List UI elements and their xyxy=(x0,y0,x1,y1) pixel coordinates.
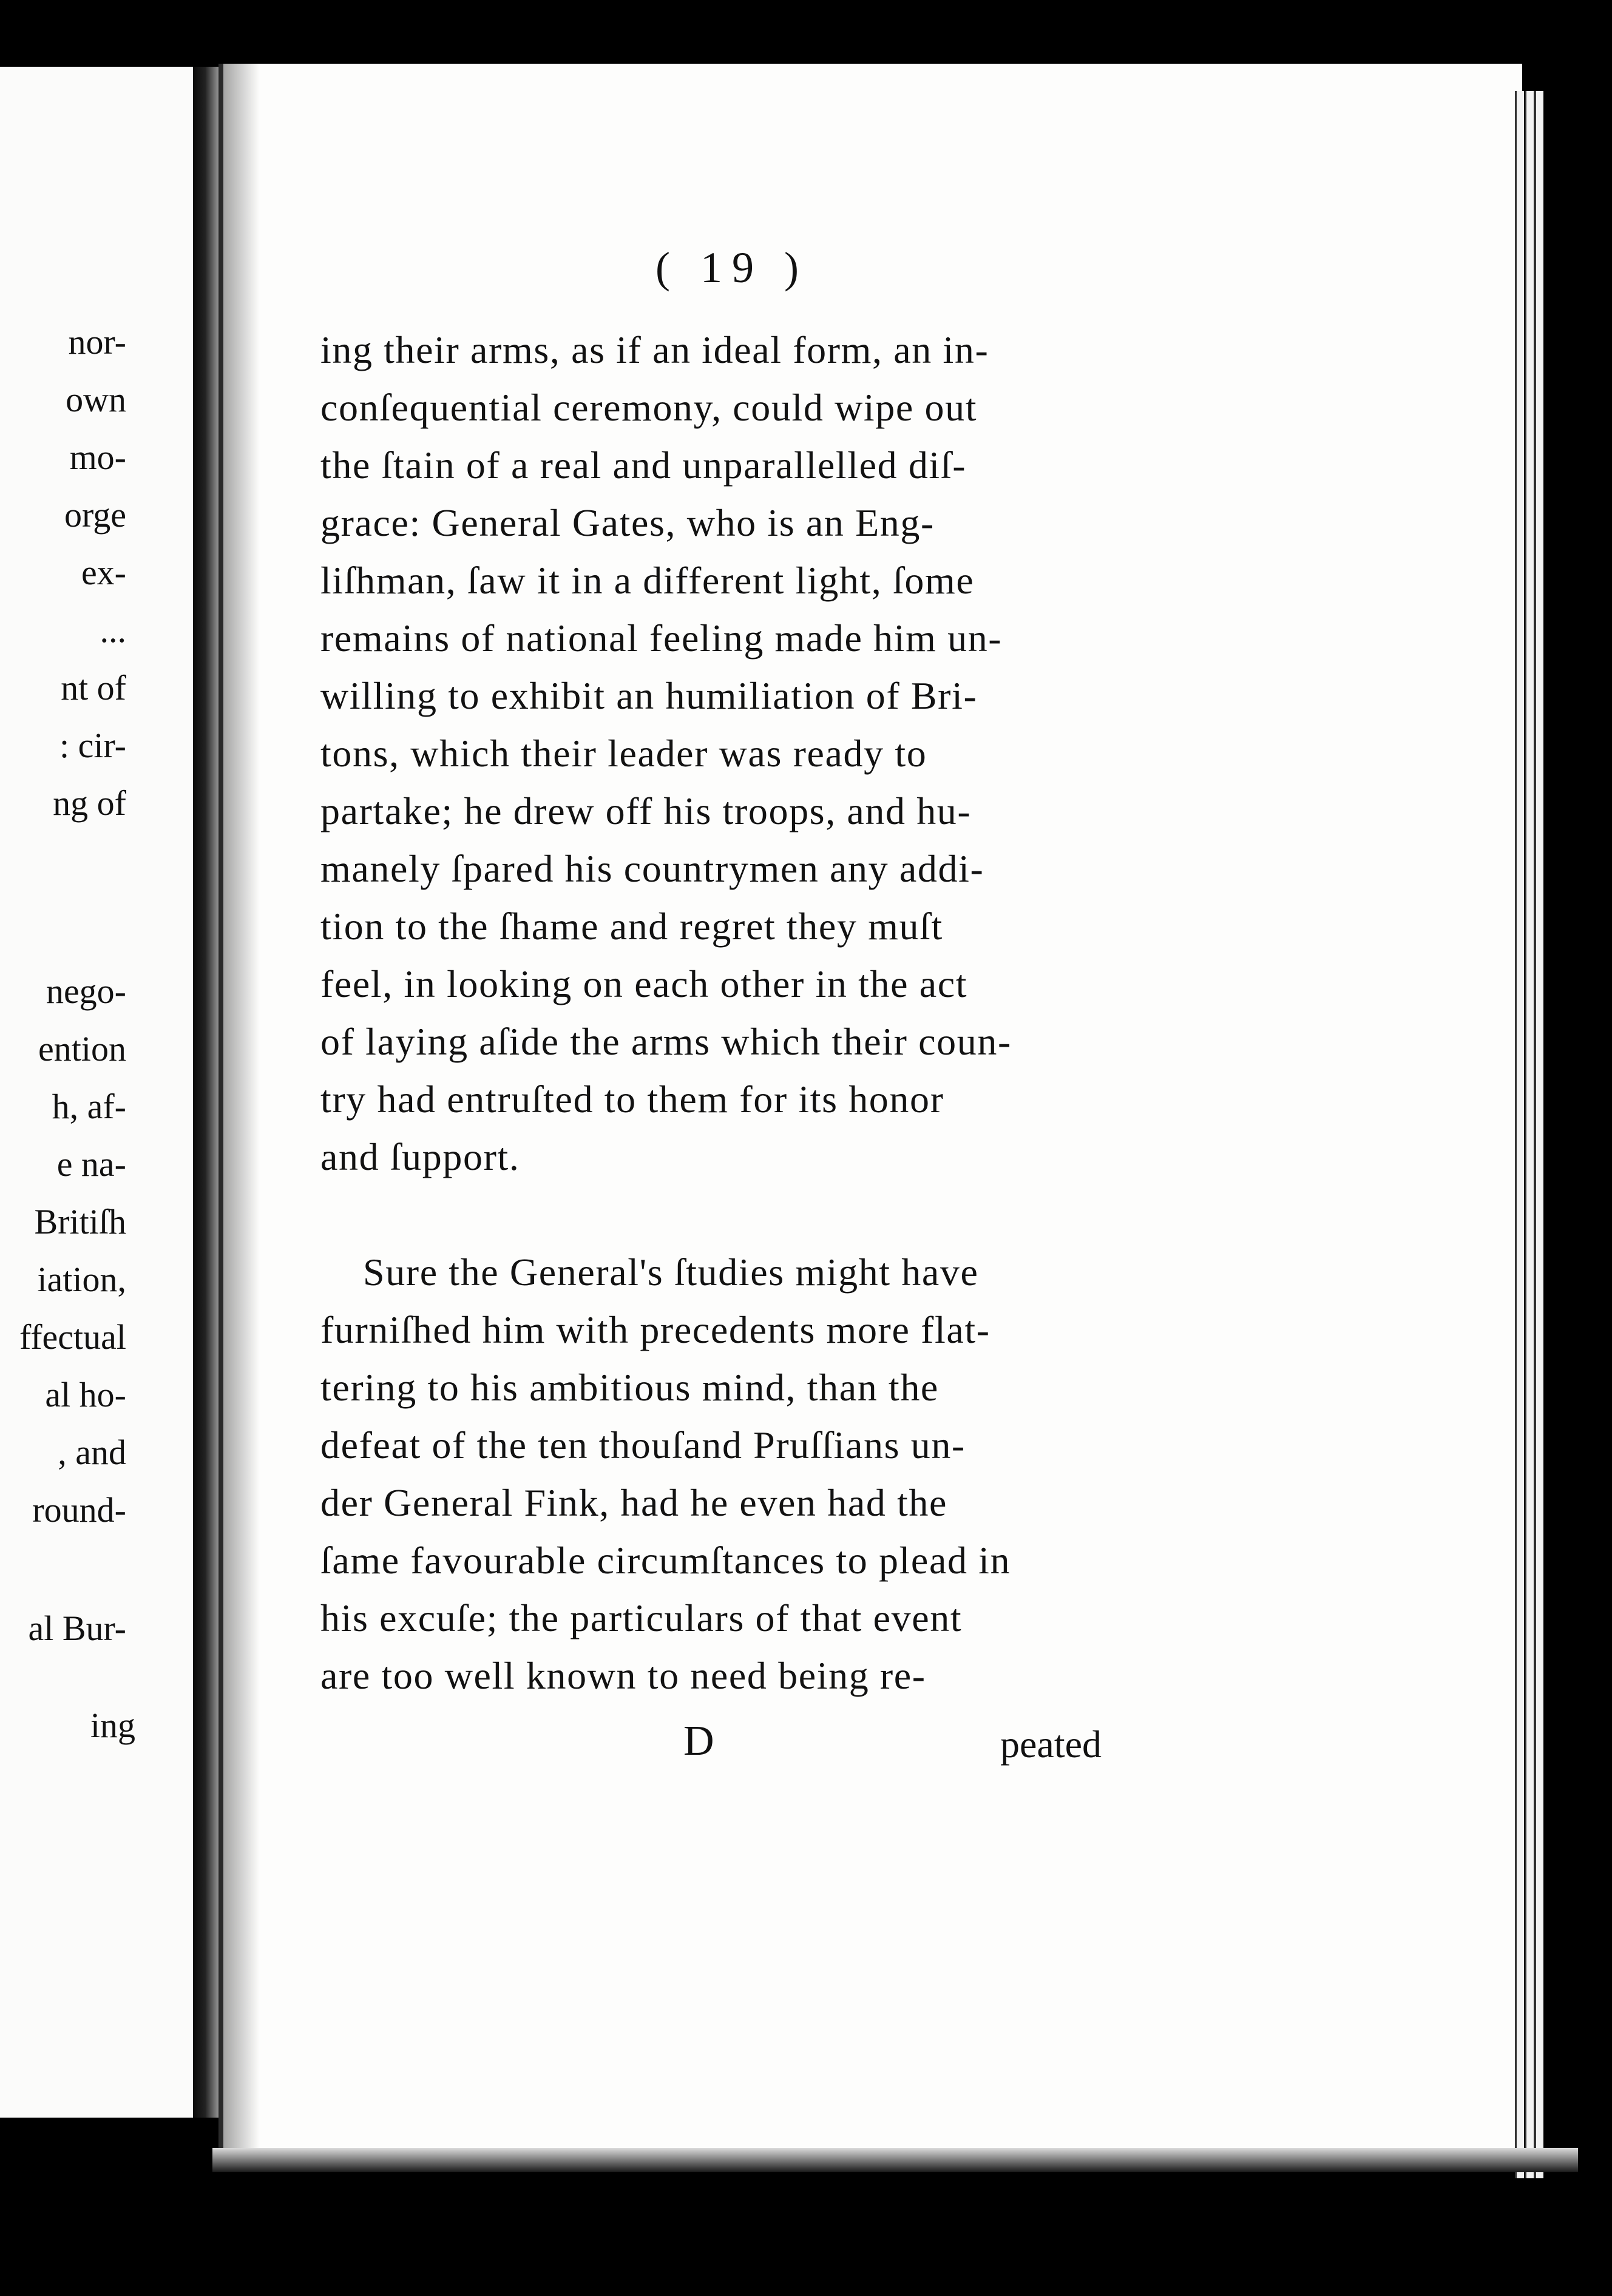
page-number-heading: ( 19 ) xyxy=(655,243,808,292)
text-line: tion to the ſhame and regret they muſt xyxy=(320,905,943,948)
left-line: Britiſh xyxy=(34,1202,126,1241)
text-line: his excuſe; the particulars of that event xyxy=(320,1596,963,1639)
left-line: ng of xyxy=(53,783,126,823)
text-line: conſequential ceremony, could wipe out xyxy=(320,386,978,429)
text-line: liſhman, ſaw it in a different light, ſome xyxy=(320,559,975,602)
text-line: of laying aſide the arms which their coun- xyxy=(320,1020,1012,1063)
page-edge xyxy=(1525,91,1534,2178)
left-line: ffectual xyxy=(19,1317,126,1357)
text-line: are too well known to need being re- xyxy=(320,1654,926,1697)
page-edge xyxy=(1515,91,1524,2178)
left-line: al ho- xyxy=(45,1375,126,1414)
signature-mark: D xyxy=(683,1718,714,1764)
text-line: tering to his ambitious mind, than the xyxy=(320,1366,939,1409)
left-line: nego- xyxy=(46,971,126,1011)
left-line: , and xyxy=(58,1433,126,1472)
text-line: partake; he drew off his troops, and hu- xyxy=(320,789,972,832)
text-line: remains of national feeling made him un- xyxy=(320,616,1003,660)
text-line: ſame favourable circumſtances to plead in xyxy=(320,1539,1011,1582)
left-line: round- xyxy=(32,1490,126,1530)
text-line: try had entruſted to them for its honor xyxy=(320,1078,944,1121)
left-line: ex- xyxy=(81,553,126,592)
left-line: ... xyxy=(100,610,126,650)
text-line: willing to exhibit an humiliation of Bri- xyxy=(320,674,978,717)
text-line: manely ſpared his countrymen any addi- xyxy=(320,847,984,890)
left-line: nor- xyxy=(68,322,126,362)
left-line: : cir- xyxy=(59,726,126,765)
text-line: tons, which their leader was ready to xyxy=(320,732,927,775)
text-line: and ſupport. xyxy=(320,1135,520,1178)
left-line: h, af- xyxy=(52,1087,126,1126)
text-line: defeat of the ten thouſand Pruſſians un- xyxy=(320,1423,966,1467)
left-line: ing xyxy=(90,1706,135,1745)
left-line: iation, xyxy=(37,1260,126,1299)
left-line: mo- xyxy=(69,437,126,477)
left-line: own xyxy=(66,380,126,419)
bottom-page-edge xyxy=(212,2148,1578,2172)
catchword: peated xyxy=(1000,1723,1102,1766)
text-line: der General Fink, had he even had the xyxy=(320,1481,948,1524)
left-line: ention xyxy=(38,1029,126,1069)
left-line: orge xyxy=(64,495,126,535)
left-line: e na- xyxy=(56,1144,126,1184)
page-edge xyxy=(1534,91,1543,2178)
left-line: nt of xyxy=(61,668,126,707)
gutter-shadow xyxy=(223,64,260,2169)
text-line: ing their arms, as if an ideal form, an in- xyxy=(320,328,989,371)
left-line: al Bur- xyxy=(28,1609,126,1648)
left-page-fragment xyxy=(0,67,197,2118)
text-line: grace: General Gates, who is an Eng- xyxy=(320,501,935,544)
text-line: Sure the General's ſtudies might have xyxy=(363,1251,979,1294)
text-line: feel, in looking on each other in the act xyxy=(320,962,968,1005)
text-line: the ſtain of a real and unparallelled diſ- xyxy=(320,444,967,487)
text-line: furniſhed him with precedents more flat- xyxy=(320,1308,991,1351)
